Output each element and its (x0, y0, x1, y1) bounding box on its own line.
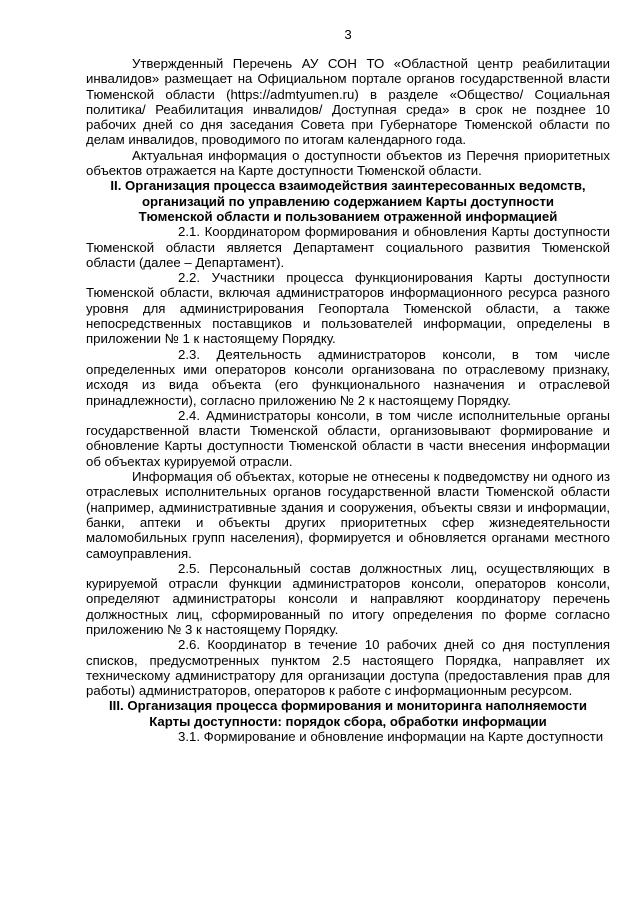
clause-text: Участники процесса функционирования Карты доступности Тюменской области, включая администраторов информационного ресурса разного уровня для администрирования Геопортала Тюменской области, а также непосредственных поставщиков и пользователей информации, определены в приложении № 1 к настоящему Порядку. (86, 270, 610, 347)
section-heading-line: организаций по управлению содержанием Карты доступности (141, 193, 555, 209)
clause-number: 2.4. (178, 407, 200, 423)
clause-text: Информация об объектах, которые не отнесены к подведомству ни одного из отраслевых исполнительных органов государственной власти Тюменской области (например, административные здания и сооружения, объекты связи и информации, банки, аптеки и объекты других приоритетных сфер жизнедеятельности маломобильных групп населения), формируется и обновляется органами местного самоуправления. (86, 469, 610, 561)
section-heading-line: Тюменской области и пользованием отраженной информацией (138, 208, 558, 224)
page-number: 3 (344, 27, 352, 42)
paragraph-list-publication: Утвержденный Перечень АУ СОН ТО «Областной центр реабилитации инвалидов» размещает на Официальном портале органов государственной власти Тюменской области (https://admtyumen.ru) в разделе «Общество/ Социальная политика/ Реабилитация инвалидов/ Доступная среда» в срок не позднее 10 рабочих дней со дня заседания Совета при Губернаторе Тюменской области по делам инвалидов, проводимого по итогам календарного года. (86, 56, 610, 148)
clause-number: 2.2. (178, 270, 200, 286)
clause-2-2 (86, 270, 610, 346)
clause-2-6 (86, 637, 610, 698)
section-heading-line: II. Организация процесса взаимодействия заинтересованных ведомств, (110, 178, 586, 194)
clause-text: Администраторы консоли, в том числе исполнительные органы государственной власти Тюменской области, организовывают формирование и обновление Карты доступности Тюменской области в части внесения информации об объектах курируемой отрасли. (86, 407, 610, 469)
clause-text: Координатором формирования и обновления Карты доступности Тюменской области является Департамент социального развития Тюменской области (далее – Департамент). (86, 224, 610, 270)
clause-number: 2.3. (178, 346, 200, 362)
clause-3-1 (86, 729, 610, 744)
clause-2-5 (86, 561, 610, 637)
document-page (86, 26, 610, 744)
clause-2-4-continued (86, 469, 610, 561)
section-heading-line: Карты доступности: порядок сбора, обработки информации (149, 713, 547, 729)
section-heading-line: III. Организация процесса формирования и мониторинга наполняемости (109, 698, 587, 714)
clause-2-4 (86, 408, 610, 469)
section-3-heading (86, 698, 610, 729)
clause-number: 2.5. (178, 560, 200, 576)
clause-number: 2.1. (178, 224, 200, 240)
clause-2-1 (86, 224, 610, 270)
clause-2-3 (86, 347, 610, 408)
clause-text: Персональный состав должностных лиц, осуществляющих в курируемой отрасли функции администраторов консоли, операторов консоли, определяют администраторы консоли и направляют координатору перечень должностных лиц, сформированный по итогу определения по форме согласно приложению № 3 к настоящему Порядку. (86, 560, 610, 637)
clause-number: 3.1. (178, 729, 200, 745)
clause-text: Формирование и обновление информации на Карте доступности (203, 729, 604, 745)
section-2-heading (86, 178, 610, 224)
paragraph-current-info: Актуальная информация о доступности объектов из Перечня приоритетных объектов отражается на Карте доступности Тюменской области. (86, 147, 610, 179)
clause-number: 2.6. (178, 637, 200, 653)
clause-text: Деятельность администраторов консоли, в том числе определенных ими операторов консоли организована по отраслевому признаку, исходя из вида объекта (его функционального назначения и отраслевой принадлежности), согласно приложению № 2 к настоящему Порядку. (86, 346, 610, 408)
clause-text: Координатор в течение 10 рабочих дней со дня поступления списков, предусмотренных пунктом 2.5 настоящего Порядка, направляет их техническому администратору для организации доступа (предоставления прав для работы) администраторов, операторов к работе с информационным ресурсом. (86, 637, 610, 699)
